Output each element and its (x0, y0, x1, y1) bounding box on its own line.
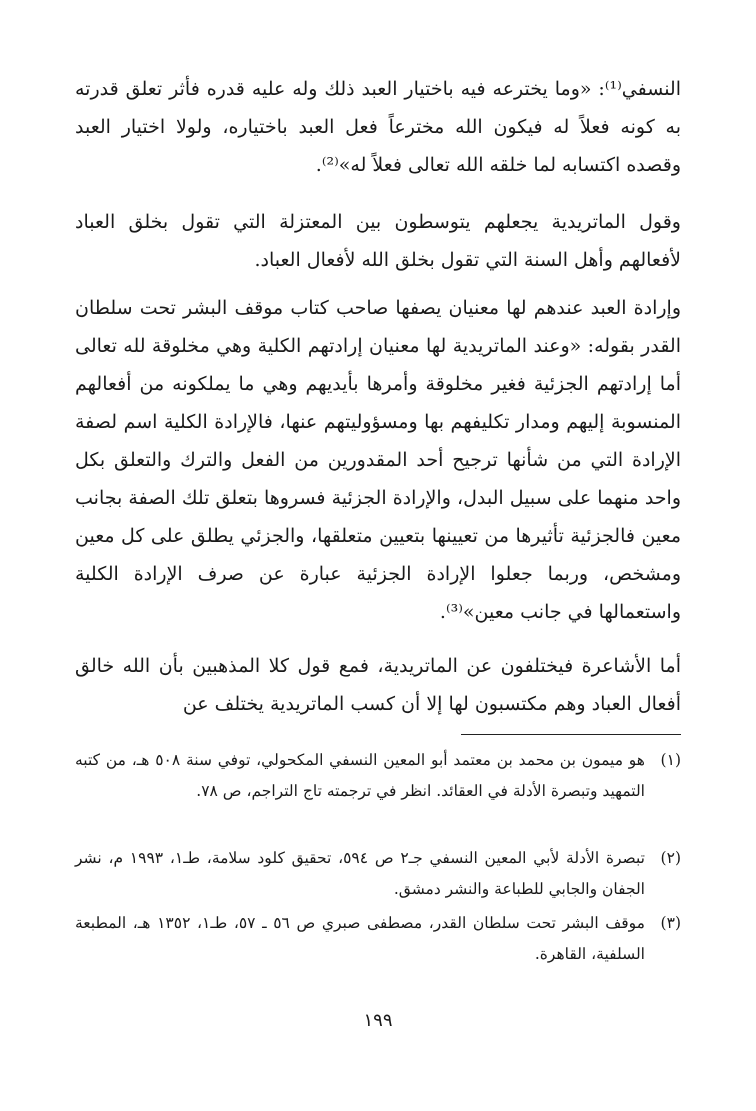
footnote-text: موقف البشر تحت سلطان القدر، مصطفى صبري ص ٥٦ ـ ٥٧، طـ١، ١٣٥٢ هـ، المطبعة السلفية، القاهرة. (75, 914, 645, 963)
footnote-number: (٣) (660, 914, 681, 932)
paragraph-nasafi-quote: النسفي⁽¹⁾: «وما يخترعه فيه باختيار العبد ذلك وله عليه قدره فأثر تعلق قدرته به كونه فعلاً له فيكون الله مخترعاً فعل العبد باختياره، ولولا اختيار العبد وقصده اكتسابه لما خلقه الله تعالى فعلاً له»⁽²⁾. (75, 78, 681, 176)
footnote-number: (٢) (660, 849, 681, 867)
paragraph-maturidi-position: وقول الماتريدية يجعلهم يتوسطون بين المعتزلة التي تقول بخلق العباد لأفعالهم وأهل السنة التي تقول بخلق الله لأفعال العباد. (75, 211, 681, 271)
paragraph-ashari-difference: أما الأشاعرة فيختلفون عن الماتريدية، فمع قول كلا المذهبين بأن الله خالق أفعال العباد وهم مكتسبون لها إلا أن كسب الماتريدية يختلف عن (75, 655, 681, 715)
footnote-text: هو ميمون بن محمد بن معتمد أبو المعين النسفي المكحولي، توفي سنة ٥٠٨ هـ، من كتبه التمهيد وتبصرة الأدلة في العقائد. انظر في ترجمته تاج التراجم، ص ٧٨. (75, 751, 645, 800)
footnote-number: (١) (660, 751, 681, 769)
page-number: ١٩٩ (363, 1010, 393, 1031)
footnote-2 (75, 843, 681, 905)
footnote-separator (461, 734, 681, 735)
footnote-3 (75, 908, 681, 970)
footnote-text: تبصرة الأدلة لأبي المعين النسفي جـ٢ ص ٥٩٤، تحقيق كلود سلامة، طـ١، ١٩٩٣ م، نشر الجفان والجابي للطباعة والنشر دمشق. (75, 849, 645, 898)
footnote-1 (75, 745, 681, 807)
paragraph-will-of-servant: وإرادة العبد عندهم لها معنيان يصفها صاحب كتاب موقف البشر تحت سلطان القدر بقوله: «وعند الماتريدية لها معنيان إرادتهم الكلية وهي مخلوقة لله تعالى أما إرادتهم الجزئية فغير مخلوقة وأمرها بأيديهم وهي ما يملكونه من أفعالهم المنسوبة إليهم ومدار تكليفهم بها ومسؤوليتهم عنها، فالإرادة الكلية اسم لصفة الإرادة التي من شأنها ترجيح أحد المقدورين من الفعل والترك والتعلق بكل واحد منهما على سبيل البدل، والإرادة الجزئية فسروها بتعلق تلك الصفة بجانب معين فالجزئية تأثيرها من تعيينها بتعيين متعلقها، والجزئي يطلق على كل معين ومشخص، وربما جعلوا الإرادة الجزئية عبارة عن صرف الإرادة الكلية واستعمالها في جانب معين»⁽³⁾. (75, 297, 681, 623)
